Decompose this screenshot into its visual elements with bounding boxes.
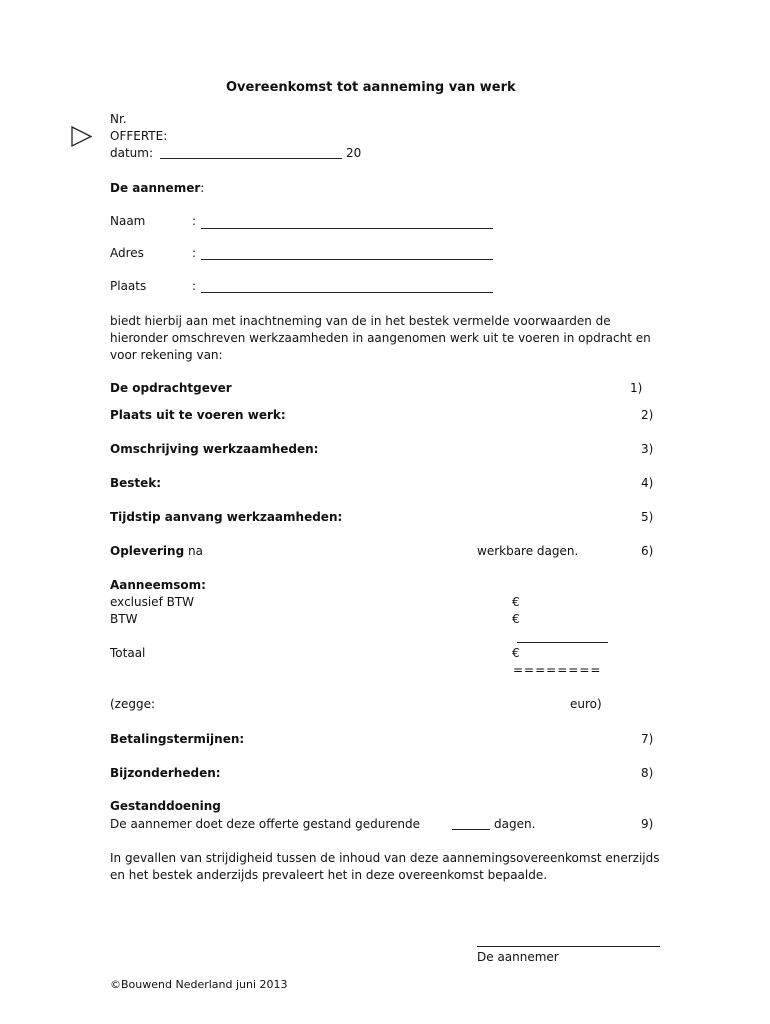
play-arrow-icon (70, 126, 94, 148)
aanneemsom-heading: Aanneemsom: (110, 578, 206, 592)
bijzonderheden-num: 8) (641, 766, 654, 780)
naam-colon: : (192, 214, 197, 228)
excl-btw-currency: € (512, 595, 520, 609)
closing-paragraph: In gevallen van strijdigheid tussen de inhoud van deze aannemingsovereenkomst enerzijds en het bestek anderzijds prevaleert het in deze overeenkomst bepaalde. (110, 851, 660, 882)
btw-currency: € (512, 612, 520, 626)
plaats-colon: : (192, 279, 197, 293)
naam-line[interactable] (201, 228, 493, 229)
offerte-label: OFFERTE: (110, 129, 168, 143)
plaats-line[interactable] (201, 292, 493, 293)
totaal-label: Totaal (110, 646, 146, 660)
signature-label: De aannemer (477, 950, 559, 964)
gestanddoening-text: De aannemer doet deze offerte gestand gedurende (110, 817, 420, 831)
excl-btw-label: exclusief BTW (110, 595, 195, 609)
opdrachtgever-num: 1) (630, 381, 643, 395)
oplevering-row (110, 543, 203, 559)
footer-copyright: ©Bouwend Nederland juni 2013 (110, 978, 288, 991)
oplevering-na: na (188, 544, 203, 558)
aannemer-heading-row (110, 180, 204, 196)
page-title: Overeenkomst tot aanneming van werk (226, 80, 516, 95)
datum-year: 20 (346, 146, 362, 160)
gestanddoening-dagen: dagen. (494, 817, 536, 831)
signature-line[interactable] (477, 946, 660, 947)
aannemer-heading: De aannemer (110, 181, 201, 195)
btw-label: BTW (110, 612, 138, 626)
gestanddoening-num: 9) (641, 817, 654, 831)
aannemer-heading-colon: : (200, 181, 205, 195)
plaats-werk-label: Plaats uit te voeren werk: (110, 408, 286, 422)
totaal-currency: € (512, 646, 520, 660)
oplevering-num: 6) (641, 544, 654, 558)
omschrijving-label: Omschrijving werkzaamheden: (110, 442, 319, 456)
bestek-label: Bestek: (110, 476, 162, 490)
bestek-num: 4) (641, 476, 654, 490)
gestanddoening-heading: Gestanddoening (110, 799, 221, 813)
plaats-werk-num: 2) (641, 408, 654, 422)
nr-label: Nr. (110, 112, 127, 126)
totaal-double-line: ======== (513, 663, 602, 677)
intro-paragraph: biedt hierbij aan met inachtneming van de in het bestek vermelde voorwaarden de hieronder omschreven werkzaamheden in aangenomen werk uit te voeren in opdracht en voor rekening van: (110, 314, 651, 362)
betaling-label: Betalingstermijnen: (110, 732, 245, 746)
betaling-num: 7) (641, 732, 654, 746)
oplevering-dagen: werkbare dagen. (477, 544, 579, 558)
omschrijving-num: 3) (641, 442, 654, 456)
oplevering-label: Oplevering (110, 544, 185, 558)
gestanddoening-days-line[interactable] (452, 829, 490, 830)
plaats-label: Plaats (110, 279, 147, 293)
euro-label: euro) (570, 697, 602, 711)
tijdstip-label: Tijdstip aanvang werkzaamheden: (110, 510, 343, 524)
opdrachtgever-label: De opdrachtgever (110, 381, 232, 395)
subtotal-line (517, 642, 608, 643)
adres-label: Adres (110, 246, 144, 260)
naam-label: Naam (110, 214, 146, 228)
adres-line[interactable] (201, 259, 493, 260)
zegge-label: (zegge: (110, 697, 156, 711)
adres-colon: : (192, 246, 197, 260)
datum-line[interactable] (160, 158, 342, 159)
bijzonderheden-label: Bijzonderheden: (110, 766, 221, 780)
datum-label: datum: (110, 146, 154, 160)
tijdstip-num: 5) (641, 510, 654, 524)
